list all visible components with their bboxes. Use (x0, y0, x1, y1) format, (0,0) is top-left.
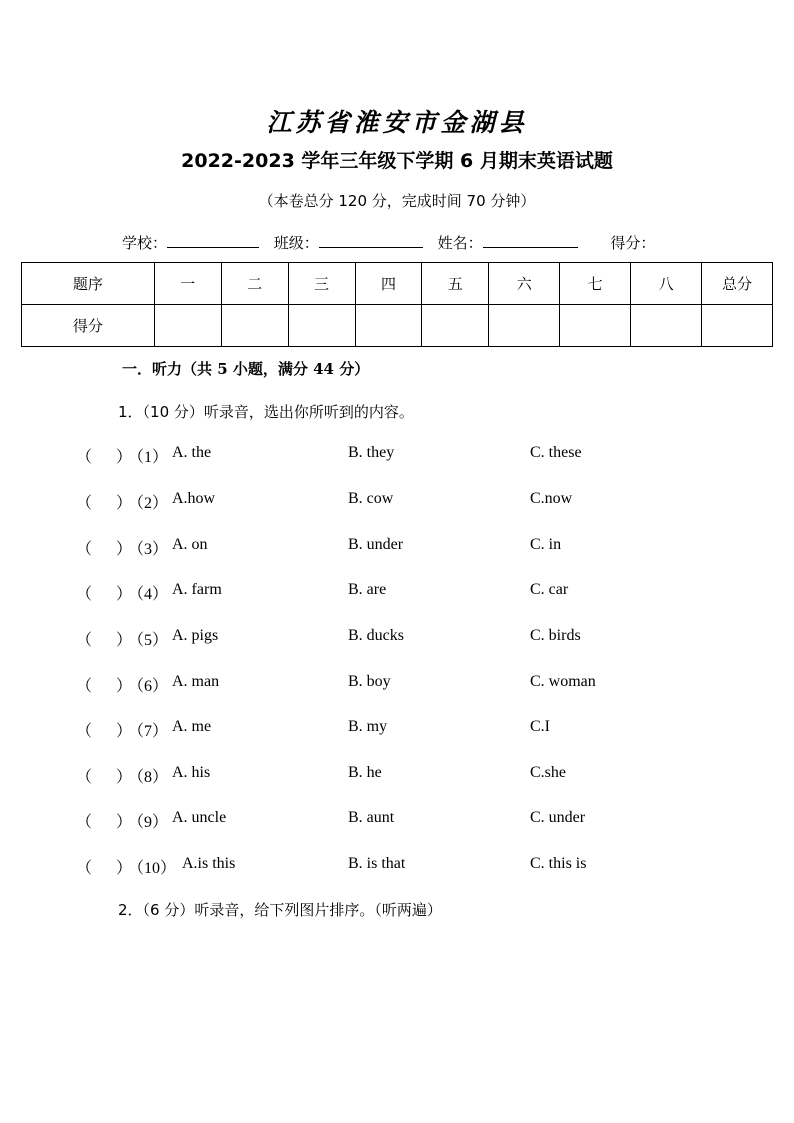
list-item (0, 718, 794, 742)
option-c: C. under (530, 809, 586, 826)
option-b: B. they (348, 444, 395, 461)
answer-paren-close: ） (116, 449, 133, 466)
header-cell: 八 (631, 263, 702, 305)
item-number: （1） (128, 449, 169, 466)
answer-paren-open[interactable]: （ (76, 541, 93, 558)
option-c: C. car (530, 581, 569, 598)
option-b: B. is that (348, 855, 406, 872)
item-number: （10） (128, 860, 177, 877)
score-cell[interactable] (560, 305, 631, 347)
score-cell[interactable] (154, 305, 221, 347)
answer-paren-close: ） (116, 769, 133, 786)
class-field[interactable] (274, 232, 423, 253)
score-label: 得分： (610, 234, 656, 252)
list-item (0, 536, 794, 560)
class-label: 班级： (273, 234, 319, 252)
answer-paren-open[interactable]: （ (76, 495, 93, 512)
answer-paren-close: ） (116, 541, 133, 558)
exam-title: 2022-2023 学年三年级下学期 6 月期末英语试题 (181, 150, 613, 172)
option-a: A.is this (182, 855, 236, 872)
option-a: A. his (172, 764, 211, 781)
student-info-row (122, 232, 655, 253)
item-number: （5） (128, 632, 169, 649)
score-cell[interactable] (355, 305, 422, 347)
item-number: （8） (128, 769, 169, 786)
option-b: B. are (348, 581, 387, 598)
list-item (0, 809, 794, 833)
score-cell[interactable] (631, 305, 702, 347)
score-table-header-row (22, 263, 773, 305)
option-c: C. these (530, 444, 582, 461)
school-blank[interactable] (167, 233, 259, 248)
question-1-heading: 1．（10 分）听录音，选出你所听到的内容。 (118, 403, 414, 421)
list-item (0, 673, 794, 697)
name-blank[interactable] (483, 233, 578, 248)
header-cell: 六 (489, 263, 560, 305)
header-cell: 四 (355, 263, 422, 305)
list-item (0, 855, 794, 879)
answer-paren-open[interactable]: （ (76, 678, 93, 695)
option-c: C.she (530, 764, 566, 781)
option-c: C. woman (530, 673, 596, 690)
option-b: B. under (348, 536, 404, 553)
answer-paren-open[interactable]: （ (76, 632, 93, 649)
option-a: A. farm (172, 581, 222, 598)
option-b: B. ducks (348, 627, 404, 644)
option-c: C. in (530, 536, 562, 553)
option-c: C. this is (530, 855, 587, 872)
item-number: （3） (128, 541, 169, 558)
class-blank[interactable] (319, 233, 423, 248)
score-cell[interactable] (422, 305, 489, 347)
score-table (21, 262, 773, 347)
list-item (0, 444, 794, 468)
item-number: （6） (128, 678, 169, 695)
answer-paren-close: ） (116, 723, 133, 740)
item-number: （9） (128, 814, 169, 831)
item-number: （7） (128, 723, 169, 740)
answer-paren-open[interactable]: （ (76, 586, 93, 603)
name-field[interactable] (438, 232, 578, 253)
score-row-label: 得分 (22, 305, 155, 347)
option-b: B. cow (348, 490, 394, 507)
section-heading: 一．听力（共 5 小题，满分 44 分） (122, 360, 370, 378)
answer-paren-close: ） (116, 495, 133, 512)
header-cell: 二 (221, 263, 288, 305)
option-a: A.how (172, 490, 216, 507)
header-cell: 七 (560, 263, 631, 305)
header-cell: 三 (288, 263, 355, 305)
header-cell: 题序 (22, 263, 155, 305)
question-2-heading: 2．（6 分）听录音，给下列图片排序。（听两遍） (118, 901, 442, 919)
name-label: 姓名： (437, 234, 483, 252)
exam-note: （本卷总分 120 分，完成时间 70 分钟） (258, 192, 536, 210)
answer-paren-open[interactable]: （ (76, 860, 93, 877)
answer-paren-close: ） (116, 678, 133, 695)
score-cell[interactable] (489, 305, 560, 347)
score-cell[interactable] (288, 305, 355, 347)
option-c: C.now (530, 490, 573, 507)
list-item (0, 490, 794, 514)
list-item (0, 627, 794, 651)
list-item (0, 764, 794, 788)
option-b: B. he (348, 764, 382, 781)
header-cell: 总分 (702, 263, 773, 305)
answer-paren-close: ） (116, 632, 133, 649)
header-cell: 一 (154, 263, 221, 305)
option-a: A. uncle (172, 809, 227, 826)
option-b: B. aunt (348, 809, 395, 826)
option-a: A. the (172, 444, 212, 461)
answer-paren-open[interactable]: （ (76, 449, 93, 466)
answer-paren-open[interactable]: （ (76, 814, 93, 831)
school-field[interactable] (122, 232, 259, 253)
score-cell[interactable] (221, 305, 288, 347)
option-c: C. birds (530, 627, 581, 644)
option-b: B. my (348, 718, 388, 735)
option-a: A. pigs (172, 627, 219, 644)
option-b: B. boy (348, 673, 391, 690)
score-field[interactable] (610, 232, 655, 253)
header-cell: 五 (422, 263, 489, 305)
answer-paren-open[interactable]: （ (76, 769, 93, 786)
score-cell[interactable] (702, 305, 773, 347)
option-a: A. me (172, 718, 212, 735)
answer-paren-open[interactable]: （ (76, 723, 93, 740)
option-c: C.I (530, 718, 550, 735)
option-a: A. man (172, 673, 220, 690)
score-table-score-row (22, 305, 773, 347)
exam-region-title: 江苏省淮安市金湖县 (266, 108, 528, 137)
item-number: （2） (128, 495, 169, 512)
answer-paren-close: ） (116, 814, 133, 831)
item-number: （4） (128, 586, 169, 603)
option-a: A. on (172, 536, 208, 553)
list-item (0, 581, 794, 605)
school-label: 学校： (122, 234, 168, 252)
answer-paren-close: ） (116, 586, 133, 603)
answer-paren-close: ） (116, 860, 133, 877)
